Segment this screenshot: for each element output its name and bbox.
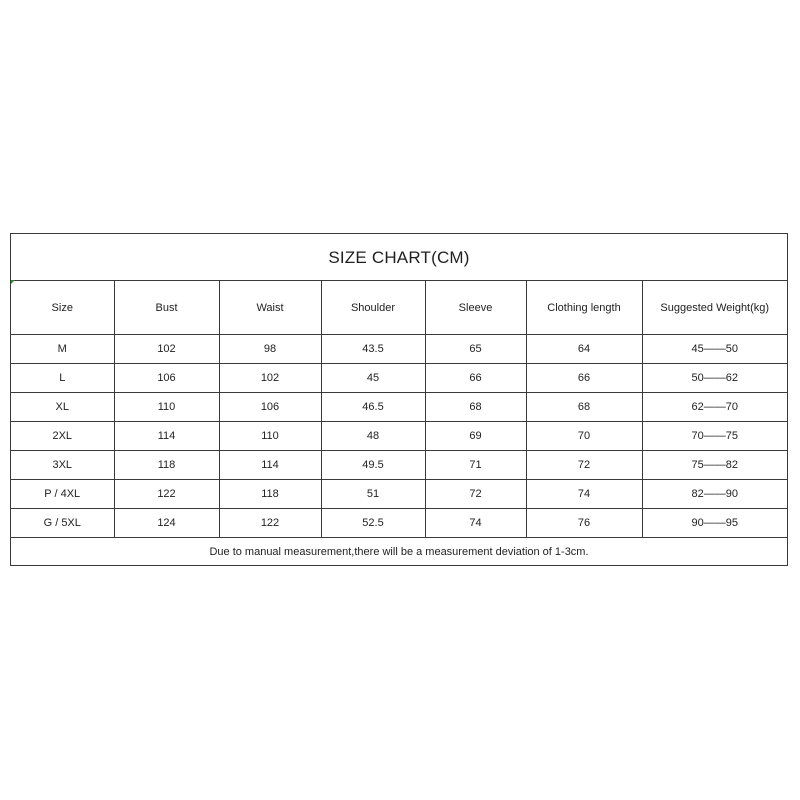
cell-shoulder: 51: [321, 480, 425, 509]
table-row: [11, 393, 787, 422]
cell-shoulder: 49.5: [321, 451, 425, 480]
cell-size: 3XL: [11, 451, 114, 480]
cell-shoulder: 46.5: [321, 393, 425, 422]
cell-size: L: [11, 364, 114, 393]
header-waist: Waist: [219, 281, 321, 335]
size-chart: [10, 233, 788, 566]
cell-waist: 98: [219, 335, 321, 364]
cell-bust: 106: [114, 364, 219, 393]
size-table: [11, 281, 787, 565]
cell-sleeve: 71: [425, 451, 526, 480]
cell-waist: 114: [219, 451, 321, 480]
table-row: [11, 364, 787, 393]
cell-shoulder: 52.5: [321, 509, 425, 538]
corner-mark: [11, 280, 15, 284]
cell-sleeve: 74: [425, 509, 526, 538]
cell-clothing-length: 74: [526, 480, 642, 509]
cell-suggested-weight: 82——90: [642, 480, 787, 509]
cell-sleeve: 68: [425, 393, 526, 422]
cell-waist: 102: [219, 364, 321, 393]
cell-shoulder: 43.5: [321, 335, 425, 364]
table-row: [11, 335, 787, 364]
cell-bust: 114: [114, 422, 219, 451]
cell-bust: 122: [114, 480, 219, 509]
cell-size: M: [11, 335, 114, 364]
cell-clothing-length: 66: [526, 364, 642, 393]
cell-waist: 110: [219, 422, 321, 451]
cell-clothing-length: 64: [526, 335, 642, 364]
cell-size: 2XL: [11, 422, 114, 451]
cell-bust: 110: [114, 393, 219, 422]
cell-size: XL: [11, 393, 114, 422]
cell-sleeve: 72: [425, 480, 526, 509]
cell-shoulder: 48: [321, 422, 425, 451]
cell-waist: 122: [219, 509, 321, 538]
cell-suggested-weight: 70——75: [642, 422, 787, 451]
cell-suggested-weight: 75——82: [642, 451, 787, 480]
cell-waist: 106: [219, 393, 321, 422]
header-sleeve: Sleeve: [425, 281, 526, 335]
header-clothing-length: Clothing length: [526, 281, 642, 335]
header-shoulder: Shoulder: [321, 281, 425, 335]
cell-clothing-length: 70: [526, 422, 642, 451]
cell-sleeve: 65: [425, 335, 526, 364]
measurement-note: Due to manual measurement,there will be a measurement deviation of 1-3cm.: [11, 538, 787, 566]
cell-shoulder: 45: [321, 364, 425, 393]
cell-clothing-length: 72: [526, 451, 642, 480]
chart-title: SIZE CHART(CM): [11, 234, 787, 281]
cell-clothing-length: 76: [526, 509, 642, 538]
table-row: [11, 509, 787, 538]
cell-suggested-weight: 45——50: [642, 335, 787, 364]
table-row: [11, 451, 787, 480]
cell-suggested-weight: 62——70: [642, 393, 787, 422]
cell-suggested-weight: 90——95: [642, 509, 787, 538]
cell-sleeve: 66: [425, 364, 526, 393]
cell-size: G / 5XL: [11, 509, 114, 538]
cell-sleeve: 69: [425, 422, 526, 451]
cell-bust: 102: [114, 335, 219, 364]
header-size: Size: [11, 281, 114, 335]
note-row: [11, 538, 787, 566]
table-row: [11, 422, 787, 451]
cell-bust: 124: [114, 509, 219, 538]
table-row: [11, 480, 787, 509]
cell-waist: 118: [219, 480, 321, 509]
table-header-row: [11, 281, 787, 335]
cell-bust: 118: [114, 451, 219, 480]
cell-size: P / 4XL: [11, 480, 114, 509]
cell-suggested-weight: 50——62: [642, 364, 787, 393]
header-suggested-weight: Suggested Weight(kg): [642, 281, 787, 335]
cell-clothing-length: 68: [526, 393, 642, 422]
header-bust: Bust: [114, 281, 219, 335]
